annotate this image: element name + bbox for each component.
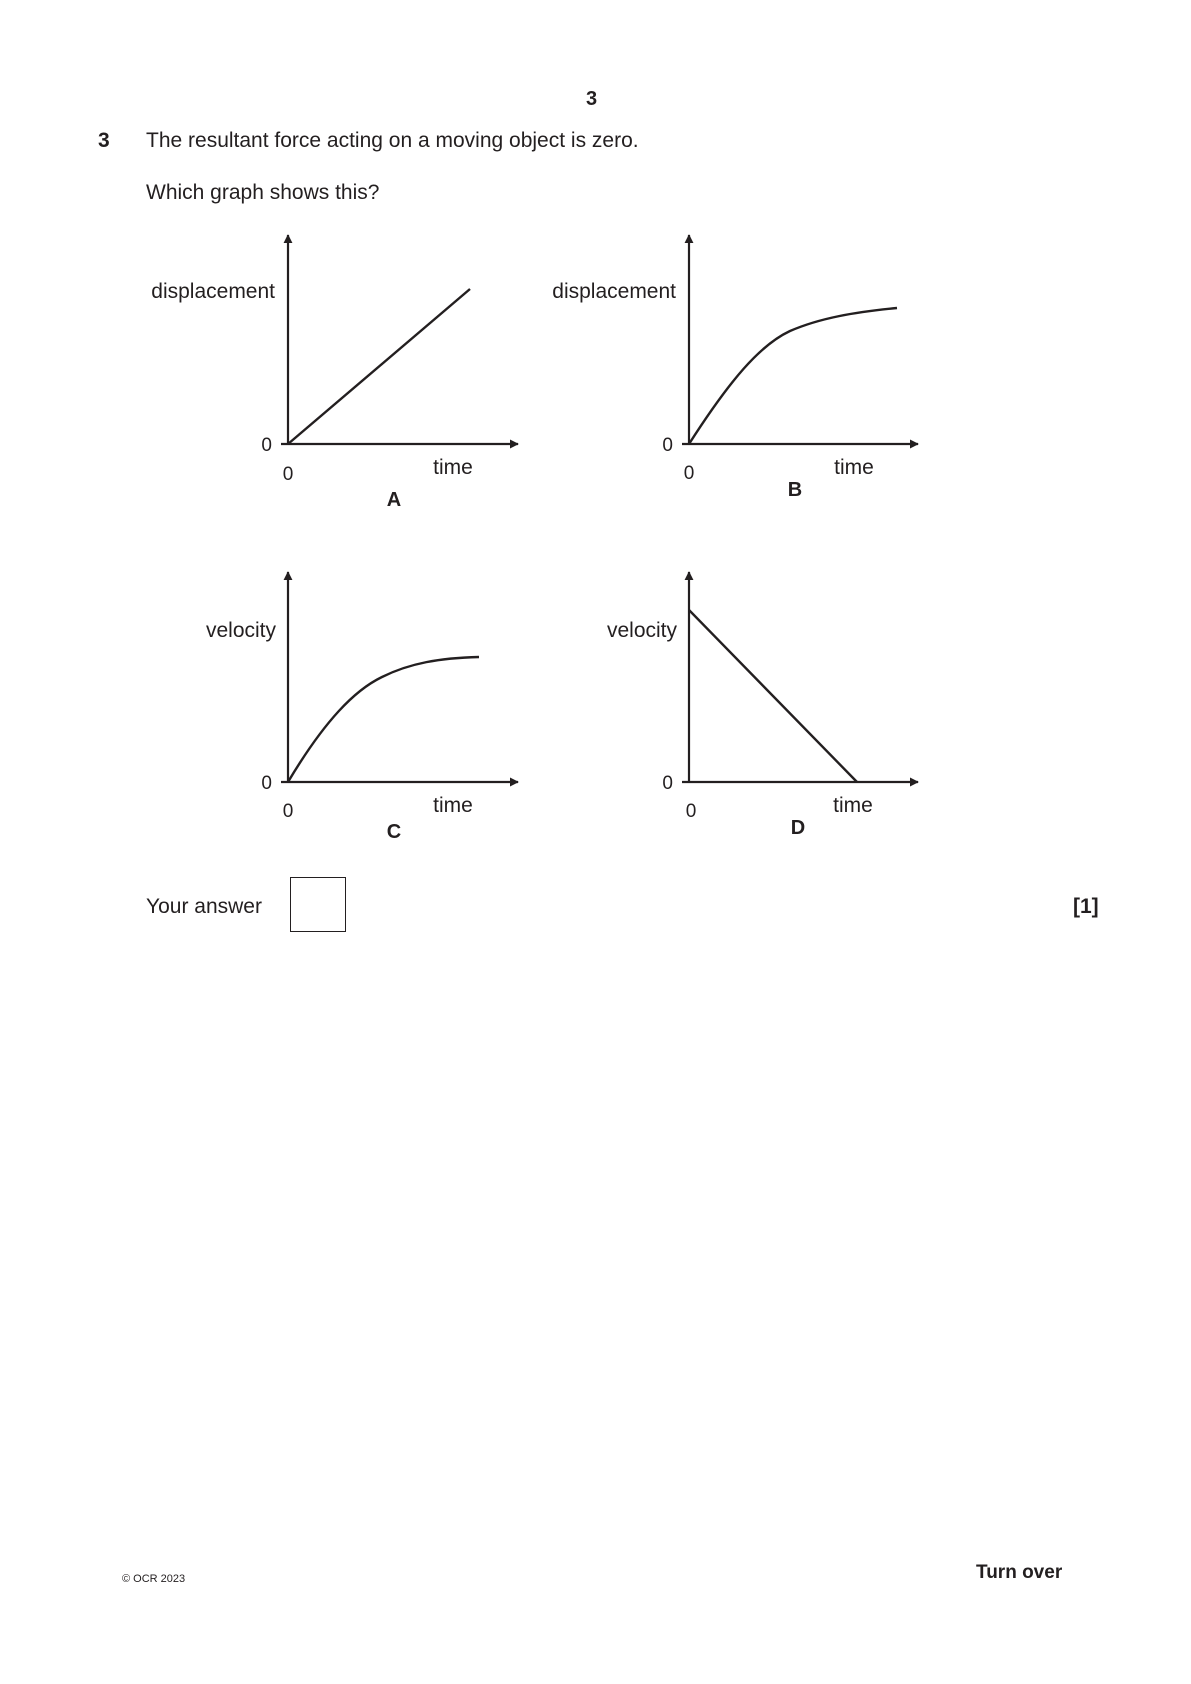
graph-c-curve [288, 657, 479, 782]
answer-box[interactable] [290, 877, 346, 932]
graph-b-curve [689, 308, 897, 444]
question-number: 3 [98, 129, 110, 152]
graph-b-letter: B [787, 479, 803, 501]
graph-a-letter: A [386, 489, 402, 511]
graph-a-x-label: time [433, 456, 473, 479]
graph-d-letter: D [790, 817, 806, 839]
graph-a-line [288, 289, 470, 444]
question-prompt: Which graph shows this? [146, 181, 380, 204]
graph-d [607, 572, 918, 839]
graph-a [151, 235, 518, 511]
graph-d-y-label: velocity [606, 619, 677, 642]
graph-d-line [689, 610, 857, 782]
graph-d-origin-x: 0 [685, 801, 697, 822]
graph-c-origin-y: 0 [261, 773, 272, 794]
marks-indicator: [1] [1073, 895, 1099, 918]
graph-c-y-label: velocity [205, 619, 276, 642]
graph-a-y-label: displacement [151, 280, 275, 303]
graph-a-origin-x: 0 [282, 464, 294, 485]
graph-a-origin-y: 0 [261, 435, 272, 456]
graph-b-origin-y: 0 [662, 435, 673, 456]
graph-b-x-label: time [834, 456, 874, 479]
answer-label: Your answer [146, 895, 262, 918]
graph-b-y-label: displacement [552, 280, 676, 303]
graph-b-origin-x: 0 [683, 463, 695, 484]
turn-over-label: Turn over [976, 1562, 1063, 1583]
graph-c-x-label: time [433, 794, 473, 817]
graph-b [552, 235, 918, 501]
question-stem: The resultant force acting on a moving object is zero. [146, 129, 639, 152]
copyright-notice: © OCR 2023 [122, 1573, 186, 1585]
graph-c [206, 572, 518, 843]
page-number: 3 [586, 88, 598, 110]
graph-d-x-label: time [833, 794, 873, 817]
graph-c-origin-x: 0 [282, 801, 294, 822]
graph-d-origin-y: 0 [662, 773, 673, 794]
graph-c-letter: C [386, 821, 402, 843]
